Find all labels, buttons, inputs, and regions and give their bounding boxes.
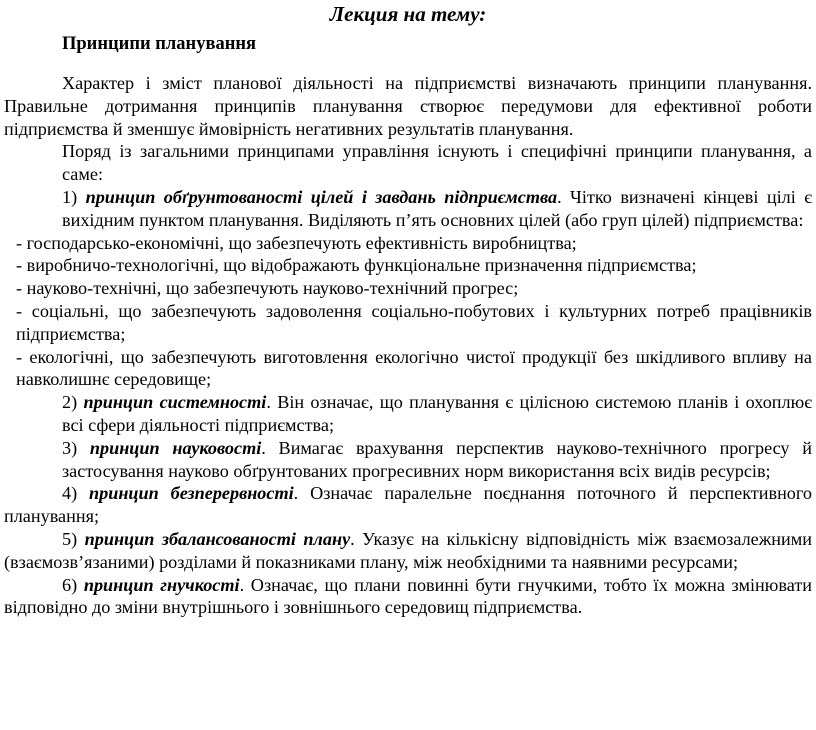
principle-term-period: . bbox=[261, 437, 266, 458]
principle-term: принцип безперервності bbox=[89, 483, 294, 504]
principle-text: Він означає, що планування є цілісною системою планів і охоплює всі сфери діяльності підприємства; bbox=[62, 392, 813, 435]
document-body bbox=[4, 72, 812, 619]
principle-term-period: . bbox=[239, 574, 245, 595]
principle-number: 6) bbox=[62, 574, 78, 595]
principle-term: принцип обґрунтованості цілей і завдань підприємства bbox=[85, 186, 558, 207]
principle-item bbox=[4, 574, 812, 620]
principle-number: 3) bbox=[62, 437, 78, 458]
principle-term-period: . bbox=[350, 528, 355, 549]
principle-text: Означає, що плани повинні бути гнучкими, тобто їх можна змінювати відповідно до зміни внутрішнього і зовнішнього середовищ підприємства. bbox=[4, 574, 812, 618]
principle-item bbox=[4, 482, 812, 528]
goal-item: - екологічні, що забезпечують виготовлення екологічно чистої продукції без шкідливого впливу на навколишнє середовище; bbox=[16, 346, 812, 390]
goal-item: - виробничо-технологічні, що відображають функціональне призначення підприємства; bbox=[16, 255, 697, 276]
principle-number: 2) bbox=[62, 392, 78, 413]
principle-item bbox=[4, 391, 812, 437]
principle-text: Указує на кількісну відповідність між взаємозалежними (взаємозв’язаними) розділами й показниками плану, між необхідними та наявними ресурсами; bbox=[4, 528, 813, 572]
intro-paragraph-2: Поряд із загальними принципами управління існують і специфічні принципи планування, а саме: bbox=[62, 141, 812, 185]
goal-item: - соціальні, що забезпечують задоволення соціально-побутових і культурних потреб працівників підприємства; bbox=[16, 300, 812, 344]
principle-term-period: . bbox=[293, 483, 299, 504]
principle-term: принцип системності bbox=[83, 392, 267, 413]
page-title: Лекция на тему: bbox=[329, 2, 487, 26]
principle-item bbox=[4, 528, 812, 574]
goal-item: - господарсько-економічні, що забезпечують ефективність виробництва; bbox=[16, 232, 577, 253]
principle-number: 1) bbox=[62, 186, 78, 207]
principle-number: 4) bbox=[62, 483, 78, 504]
principle-item bbox=[4, 186, 812, 232]
principle-text: Означає паралельне поєднання поточного й перспективного планування; bbox=[4, 483, 813, 527]
principle-text: Чітко визначені кінцеві цілі є вихідним пунктом планування. Виділяють п’ять основних цілей (або груп цілей) підприємства: bbox=[62, 186, 812, 230]
goal-item: - науково-технічні, що забезпечують науково-технічний прогрес; bbox=[16, 278, 519, 299]
principle-term-period: . bbox=[266, 392, 271, 413]
principle-term: принцип гнучкості bbox=[83, 574, 240, 595]
intro-paragraph: Характер і зміст планової діяльності на підприємстві визначають принципи планування. Правильне дотримання принципів планування створює передумови для ефективної роботи підприємства й зменшує ймовірність негативних результатів планування. bbox=[4, 73, 812, 139]
principle-item bbox=[4, 437, 812, 483]
principle-number: 5) bbox=[62, 528, 78, 549]
principle-text: Вимагає врахування перспектив науково-технічного прогресу й застосування науково обґрунтованих прогресивних норм використання всіх видів ресурсів; bbox=[62, 437, 812, 481]
principle-term: принцип збалансованості плану bbox=[84, 528, 351, 549]
section-title: Принципи планування bbox=[62, 34, 257, 54]
principle-term-period: . bbox=[557, 186, 562, 207]
principle-term: принцип науковості bbox=[89, 437, 262, 458]
